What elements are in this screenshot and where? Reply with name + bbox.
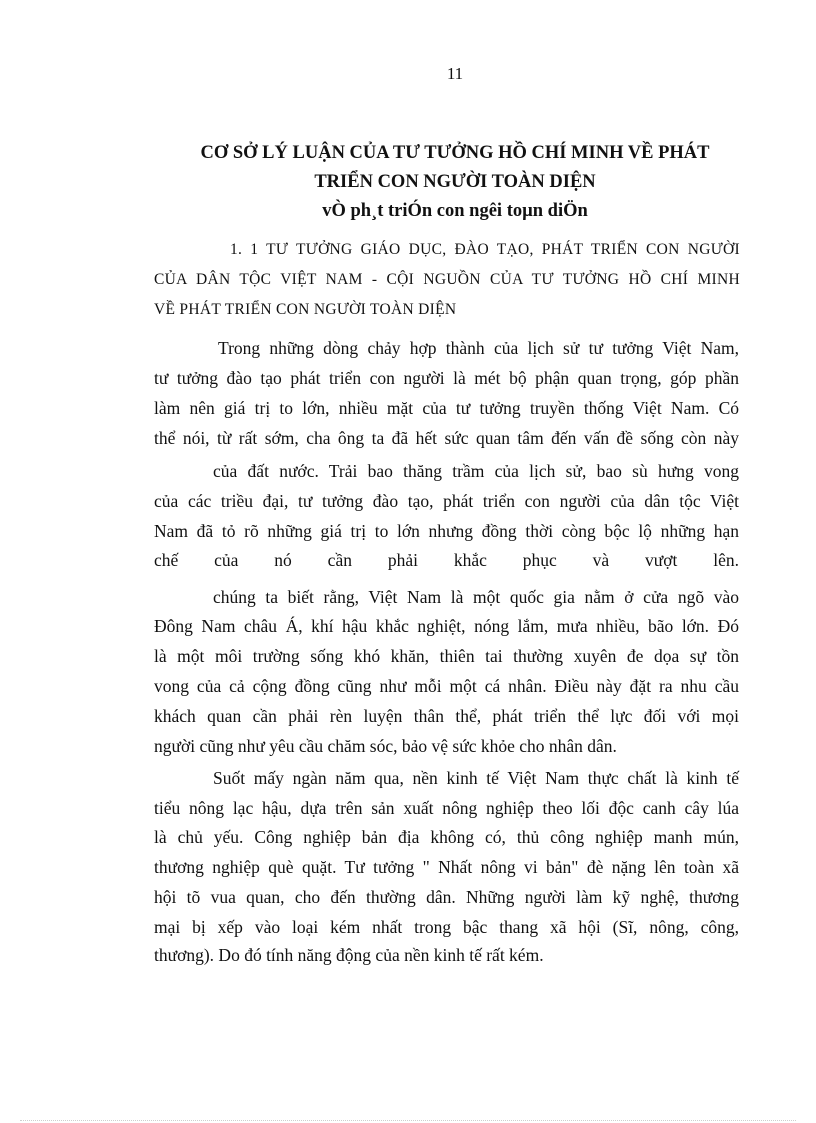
page-bottom-divider — [20, 1120, 796, 1121]
paragraph-line: của đất nước. Trải bao thăng trầm của lịch sử, bao sù hưng vong — [213, 461, 739, 481]
paragraph-line: mại bị xếp vào loại kém nhất trong bậc thang xã hội (Sĩ, nông, công, — [154, 917, 739, 937]
title-line-2: TRIỂN CON NGƯỜI TOÀN DIỆN — [314, 172, 596, 192]
section-heading-line: VỀ PHÁT TRIỂN CON NGƯỜI TOÀN DIỆN — [154, 301, 457, 318]
paragraph-line: là chủ yếu. Công nghiệp bản địa không có, thủ công nghiệp manh mún, — [154, 827, 739, 847]
paragraph-line: tư tưởng đào tạo phát triển con người là mét bộ phận quan trọng, góp phần — [154, 368, 739, 388]
paragraph-line: hội tõ vua quan, cho đến thường dân. Những người làm kỹ nghệ, thương — [154, 887, 739, 907]
paragraph-line: khách quan cần phải rèn luyện thân thể, phát triển thể lực đối với mọi — [154, 706, 739, 726]
paragraph-line: thương). Do đó tính năng động của nền kinh tế rất kém. — [154, 945, 544, 965]
title-line-3: vÒ ph¸t triÓn con ngêi toµn diÖn — [322, 201, 588, 221]
paragraph-line: thương nghiệp què quặt. Tư tưởng " Nhất nông vi bản" đè nặng lên toàn xã — [154, 857, 739, 877]
paragraph-line: Nam đã tỏ rõ những giá trị to lớn nhưng đồng thời còng bộc lộ những hạn — [154, 521, 739, 541]
paragraph-line: Trong những dòng chảy hợp thành của lịch sử tư tưởng Việt Nam, — [218, 338, 739, 358]
paragraph-line: của các triều đại, tư tưởng đào tạo, phát triển con người của dân tộc Việt — [154, 491, 739, 511]
title-line-1: CƠ SỞ LÝ LUẬN CỦA TƯ TƯỞNG HỒ CHÍ MINH VỀ PHÁT — [200, 143, 710, 163]
paragraph-line: Suốt mấy ngàn năm qua, nền kinh tế Việt Nam thực chất là kinh tế — [213, 768, 739, 788]
page-number: 11 — [446, 64, 464, 83]
paragraph-line: vong của cả cộng đồng cũng như mỗi một cá nhân. Điều này đặt ra nhu cầu — [154, 676, 739, 696]
paragraph-line: tiểu nông lạc hậu, dựa trên sản xuất nông nghiệp theo lối độc canh cây lúa — [154, 798, 739, 818]
section-heading-line: CỦA DÂN TỘC VIỆT NAM - CỘI NGUỒN CỦA TƯ TƯỞNG HỒ CHÍ MINH — [154, 271, 740, 288]
paragraph-line: là một môi trường sống khó khăn, thiên tai thường xuyên đe dọa sự tồn — [154, 646, 739, 666]
paragraph-line: chúng ta biết rằng, Việt Nam là một quốc gia nằm ở cửa ngõ vào — [213, 587, 739, 607]
paragraph-line: chế của nó cần phải khắc phục và vượt lên. — [154, 550, 739, 570]
paragraph-line: thể nói, từ rất sớm, cha ông ta đã hết sức quan tâm đến vấn đề sống còn này — [154, 428, 739, 448]
paragraph-line: người cũng như yêu cầu chăm sóc, bảo vệ sức khỏe cho nhân dân. — [154, 736, 617, 756]
section-heading-line: 1. 1 TƯ TƯỞNG GIÁO DỤC, ĐÀO TẠO, PHÁT TRIỂN CON NGƯỜI — [230, 241, 740, 258]
paragraph-line: Đông Nam châu Á, khí hậu khắc nghiệt, nóng lắm, mưa nhiều, bão lớn. Đó — [154, 616, 739, 636]
paragraph-line: làm nên giá trị to lớn, nhiều mặt của tư tưởng truyền thống Việt Nam. Có — [154, 398, 739, 418]
